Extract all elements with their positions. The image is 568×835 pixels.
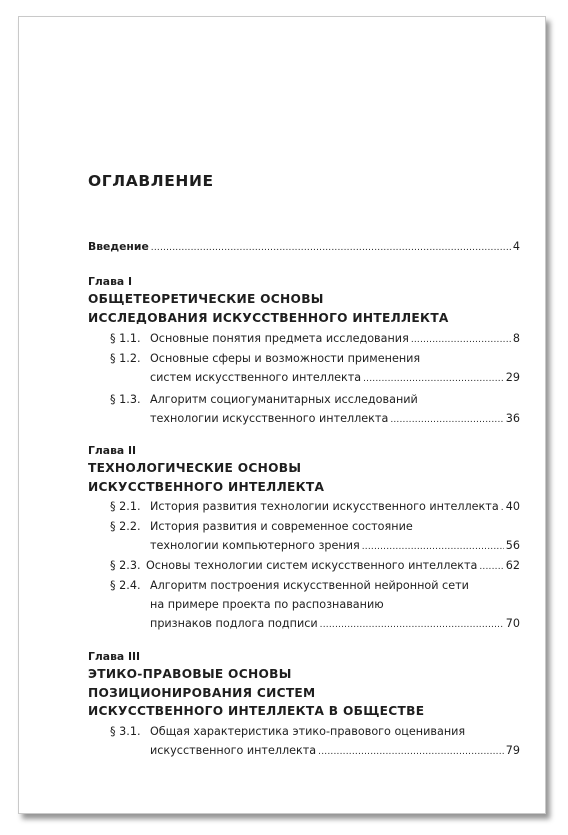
section-page-number: 56 <box>505 539 520 552</box>
section-title-continued: признаков подлога подписи <box>150 617 318 630</box>
section-title: История развития и современное состояние <box>150 520 413 533</box>
section-page-number: 62 <box>505 559 520 572</box>
chapter-1-label: Глава I <box>88 275 132 288</box>
section-page-number: 36 <box>505 412 520 425</box>
dot-leader <box>501 499 504 518</box>
section-title: Алгоритм построения искусственной нейронной сети <box>150 579 469 592</box>
section-title: История развития технологии искусственного интеллекта <box>150 500 499 513</box>
chapter-1-title-line: ОБЩЕТЕОРЕТИЧЕСКИЕ ОСНОВЫ <box>88 292 324 306</box>
section-title-continued: технологии компьютерного зрения <box>150 539 360 552</box>
book-page <box>18 16 546 814</box>
section-page-number: 40 <box>505 500 520 513</box>
intro-page-number: 4 <box>512 240 520 253</box>
section-page-number: 29 <box>505 371 520 384</box>
chapter-2-label: Глава II <box>88 444 136 457</box>
chapter-1-title-line: ИССЛЕДОВАНИЯ ИСКУССТВЕННОГО ИНТЕЛЛЕКТА <box>88 310 449 325</box>
section-title: Общая характеристика этико-правового оценивания <box>150 725 466 738</box>
section-number: § 2.1. <box>110 500 141 513</box>
section-page-number: 8 <box>512 332 520 345</box>
chapter-2-title-line: ИСКУССТВЕННОГО ИНТЕЛЛЕКТА <box>88 479 325 494</box>
section-page-number: 79 <box>505 744 520 757</box>
dot-leader <box>151 243 511 253</box>
intro-title: Введение <box>88 240 149 253</box>
dot-leader <box>362 538 504 557</box>
section-number: § 1.2. <box>110 352 141 365</box>
section-title-continued: на примере проекта по распознаванию <box>150 598 384 611</box>
section-number: § 2.3. <box>110 559 141 572</box>
dot-leader <box>479 558 503 577</box>
chapter-1-title <box>88 290 449 327</box>
chapter-3-title-line: ЭТИКО-ПРАВОВЫЕ ОСНОВЫ <box>88 667 292 681</box>
dot-leader <box>320 616 504 635</box>
chapter-2-title-line: ТЕХНОЛОГИЧЕСКИЕ ОСНОВЫ <box>88 461 302 475</box>
dot-leader <box>390 411 503 430</box>
chapter-2-title <box>88 459 324 496</box>
toc-entry-intro[interactable] <box>88 240 520 259</box>
section-title: Алгоритм социогуманитарных исследований <box>150 393 418 406</box>
section-page-number: 70 <box>505 617 520 630</box>
chapter-3-title-line: ПОЗИЦИОНИРОВАНИЯ СИСТЕМ <box>88 685 316 700</box>
section-title: Основы технологии систем искусственного интеллекта <box>146 559 478 572</box>
section-number: § 2.2. <box>110 520 141 533</box>
chapter-3-title-line: ИСКУССТВЕННОГО ИНТЕЛЛЕКТА В ОБЩЕСТВЕ <box>88 704 425 718</box>
dot-leader <box>363 370 504 389</box>
section-title-continued: технологии искусственного интеллекта <box>150 412 389 425</box>
section-title-continued: систем искусственного интеллекта <box>150 371 362 384</box>
section-number: § 2.4. <box>110 579 141 592</box>
toc-heading: ОГЛАВЛЕНИЕ <box>88 172 214 190</box>
section-title: Основные понятия предмета исследования <box>150 332 409 345</box>
section-title-continued: искусственного интеллекта <box>150 744 317 757</box>
section-number: § 1.1. <box>110 332 141 345</box>
chapter-3-title <box>88 665 424 721</box>
dot-leader <box>318 743 504 762</box>
dot-leader <box>411 331 511 350</box>
chapter-3-label: Глава III <box>88 650 141 663</box>
section-number: § 1.3. <box>110 393 141 406</box>
section-number: § 3.1. <box>110 725 141 738</box>
section-title: Основные сферы и возможности применения <box>150 352 421 365</box>
